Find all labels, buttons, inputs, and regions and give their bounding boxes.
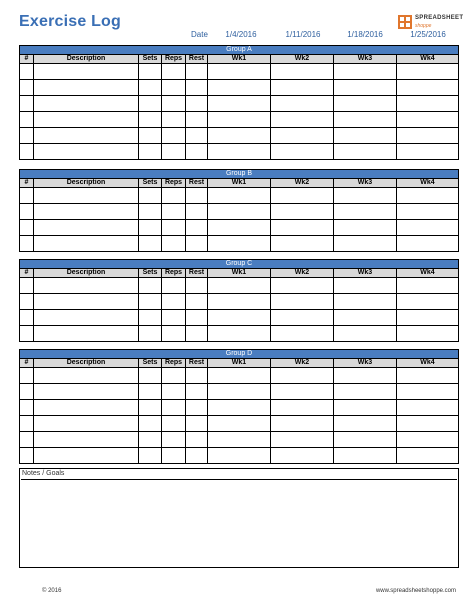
table-row — [20, 204, 458, 220]
table-row — [20, 112, 458, 128]
col-wk4-cell[interactable] — [397, 96, 458, 111]
col-wk1-header: Wk1 — [208, 55, 271, 63]
col-wk2-cell[interactable] — [271, 204, 334, 219]
col-num-header: # — [20, 55, 34, 63]
col-wk4-cell[interactable] — [397, 416, 458, 431]
col-wk1-header: Wk1 — [208, 179, 271, 187]
col-wk4-header: Wk4 — [420, 269, 435, 276]
col-wk2-cell[interactable] — [271, 310, 334, 325]
col-num-cell[interactable] — [20, 188, 34, 203]
col-reps-cell[interactable] — [162, 204, 186, 219]
col-wk3-header: Wk3 — [334, 269, 397, 277]
col-num-cell[interactable] — [20, 204, 34, 219]
table-row — [20, 448, 458, 463]
col-sets-cell[interactable] — [139, 128, 162, 143]
col-wk3-cell[interactable] — [334, 128, 397, 143]
col-sets-cell[interactable] — [139, 278, 162, 293]
col-wk2-cell[interactable] — [271, 294, 334, 309]
col-wk4-cell[interactable] — [397, 278, 458, 293]
col-wk3-header: Wk3 — [334, 55, 397, 63]
col-rest-cell[interactable] — [186, 368, 208, 383]
date-week-3[interactable]: 1/18/2016 — [347, 30, 383, 39]
col-wk4-header: Wk4 — [420, 359, 435, 366]
col-sets-header: Sets — [139, 179, 162, 187]
col-sets-cell[interactable] — [139, 294, 162, 309]
col-wk1-cell[interactable] — [208, 400, 271, 415]
col-sets-cell[interactable] — [139, 432, 162, 447]
table-row — [20, 220, 458, 236]
col-num-cell[interactable] — [20, 144, 34, 159]
col-description-header: Description — [34, 269, 139, 277]
col-wk1-cell[interactable] — [208, 64, 271, 79]
col-wk2-cell[interactable] — [271, 400, 334, 415]
column-header-row — [20, 55, 458, 64]
col-reps-cell[interactable] — [162, 416, 186, 431]
col-description-cell[interactable] — [34, 416, 139, 431]
col-description-header: Description — [34, 359, 139, 367]
col-wk3-cell[interactable] — [334, 64, 397, 79]
col-description-cell[interactable] — [34, 128, 139, 143]
col-wk1-header: Wk1 — [208, 269, 271, 277]
group-header: Group B — [20, 170, 458, 179]
col-description-cell[interactable] — [34, 432, 139, 447]
col-wk2-header: Wk2 — [271, 179, 334, 187]
col-description-cell[interactable] — [34, 294, 139, 309]
col-rest-cell[interactable] — [186, 128, 208, 143]
table-row — [20, 64, 458, 80]
col-num-cell[interactable] — [20, 310, 34, 325]
col-sets-cell[interactable] — [139, 416, 162, 431]
col-rest-cell[interactable] — [186, 204, 208, 219]
col-num-cell[interactable] — [20, 64, 34, 79]
col-wk1-cell[interactable] — [208, 448, 271, 463]
logo-text-secondary: shoppe — [415, 23, 432, 29]
col-sets-cell[interactable] — [139, 144, 162, 159]
col-num-cell[interactable] — [20, 236, 34, 251]
col-reps-header: Reps — [162, 269, 186, 277]
col-wk3-cell[interactable] — [334, 80, 397, 95]
col-sets-cell[interactable] — [139, 112, 162, 127]
date-label: Date — [191, 30, 208, 39]
column-header-row — [20, 269, 458, 278]
col-num-header: # — [20, 359, 34, 367]
group-header: Group D — [20, 350, 458, 359]
table-row — [20, 368, 458, 384]
table-row — [20, 128, 458, 144]
col-wk2-cell[interactable] — [271, 220, 334, 235]
col-num-cell[interactable] — [20, 416, 34, 431]
col-sets-cell[interactable] — [139, 64, 162, 79]
col-sets-header: Sets — [139, 359, 162, 367]
col-wk1-cell[interactable] — [208, 236, 271, 251]
col-reps-cell[interactable] — [162, 188, 186, 203]
col-description-cell[interactable] — [34, 400, 139, 415]
col-description-cell[interactable] — [34, 80, 139, 95]
col-sets-cell[interactable] — [139, 310, 162, 325]
col-wk4-cell[interactable] — [397, 144, 458, 159]
col-wk3-cell[interactable] — [334, 204, 397, 219]
notes-text-area[interactable] — [21, 479, 457, 566]
col-num-cell[interactable] — [20, 368, 34, 383]
col-sets-cell[interactable] — [139, 368, 162, 383]
col-sets-cell[interactable] — [139, 96, 162, 111]
col-wk3-cell[interactable] — [334, 188, 397, 203]
col-reps-cell[interactable] — [162, 80, 186, 95]
date-week-4[interactable]: 1/25/2016 — [410, 30, 446, 39]
exercise-group-table — [19, 45, 459, 160]
col-description-cell[interactable] — [34, 448, 139, 463]
brand-logo — [398, 14, 464, 32]
col-rest-cell[interactable] — [186, 96, 208, 111]
col-description-cell[interactable] — [34, 204, 139, 219]
col-num-cell[interactable] — [20, 128, 34, 143]
table-row — [20, 416, 458, 432]
col-wk2-header: Wk2 — [271, 55, 334, 63]
col-num-cell[interactable] — [20, 400, 34, 415]
col-rest-cell[interactable] — [186, 326, 208, 341]
col-description-cell[interactable] — [34, 144, 139, 159]
column-header-row — [20, 179, 458, 188]
notes-section[interactable] — [19, 468, 459, 568]
col-wk1-cell[interactable] — [208, 294, 271, 309]
col-rest-cell[interactable] — [186, 112, 208, 127]
col-wk2-cell[interactable] — [271, 432, 334, 447]
col-wk2-cell[interactable] — [271, 326, 334, 341]
table-row — [20, 384, 458, 400]
col-rest-header: Rest — [186, 55, 208, 63]
table-row — [20, 326, 458, 341]
col-reps-cell[interactable] — [162, 326, 186, 341]
col-reps-cell[interactable] — [162, 432, 186, 447]
col-wk1-cell[interactable] — [208, 278, 271, 293]
col-rest-cell[interactable] — [186, 384, 208, 399]
col-reps-cell[interactable] — [162, 144, 186, 159]
col-wk2-cell[interactable] — [271, 416, 334, 431]
col-wk1-cell[interactable] — [208, 188, 271, 203]
col-wk4-cell[interactable] — [397, 432, 458, 447]
col-description-cell[interactable] — [34, 278, 139, 293]
col-reps-cell[interactable] — [162, 278, 186, 293]
col-description-cell[interactable] — [34, 326, 139, 341]
col-sets-cell[interactable] — [139, 204, 162, 219]
col-rest-cell[interactable] — [186, 294, 208, 309]
col-wk2-header: Wk2 — [271, 359, 334, 367]
col-wk4-cell[interactable] — [397, 80, 458, 95]
spreadsheet-logo-icon — [398, 15, 412, 29]
col-reps-header: Reps — [162, 359, 186, 367]
col-wk2-cell[interactable] — [271, 80, 334, 95]
table-row — [20, 236, 458, 251]
date-week-1[interactable]: 1/4/2016 — [225, 30, 257, 39]
col-rest-cell[interactable] — [186, 432, 208, 447]
col-sets-cell[interactable] — [139, 326, 162, 341]
col-wk4-cell[interactable] — [397, 204, 458, 219]
col-sets-cell[interactable] — [139, 80, 162, 95]
col-reps-cell[interactable] — [162, 96, 186, 111]
col-wk1-cell[interactable] — [208, 80, 271, 95]
col-wk1-cell[interactable] — [208, 326, 271, 341]
col-wk2-cell[interactable] — [271, 144, 334, 159]
col-num-cell[interactable] — [20, 326, 34, 341]
col-num-cell[interactable] — [20, 220, 34, 235]
col-wk2-cell[interactable] — [271, 278, 334, 293]
col-wk4-header: Wk4 — [420, 55, 435, 62]
col-reps-cell[interactable] — [162, 310, 186, 325]
col-wk3-cell[interactable] — [334, 112, 397, 127]
col-reps-header: Reps — [162, 179, 186, 187]
date-week-2[interactable]: 1/11/2016 — [285, 30, 321, 39]
col-rest-cell[interactable] — [186, 400, 208, 415]
col-rest-header: Rest — [186, 269, 208, 277]
col-wk2-cell[interactable] — [271, 188, 334, 203]
col-sets-cell[interactable] — [139, 220, 162, 235]
col-reps-cell[interactable] — [162, 384, 186, 399]
col-wk4-cell[interactable] — [397, 188, 458, 203]
col-reps-cell[interactable] — [162, 112, 186, 127]
col-wk3-cell[interactable] — [334, 326, 397, 341]
col-description-cell[interactable] — [34, 188, 139, 203]
col-description-header: Description — [34, 55, 139, 63]
table-row — [20, 80, 458, 96]
footer-copyright: © 2016 — [42, 588, 62, 594]
table-row — [20, 310, 458, 326]
col-description-cell[interactable] — [34, 384, 139, 399]
page-title: Exercise Log — [19, 13, 122, 30]
col-wk2-cell[interactable] — [271, 384, 334, 399]
col-wk3-cell[interactable] — [334, 310, 397, 325]
col-wk2-cell[interactable] — [271, 368, 334, 383]
col-wk2-cell[interactable] — [271, 64, 334, 79]
col-num-cell[interactable] — [20, 278, 34, 293]
col-wk4-cell[interactable] — [397, 220, 458, 235]
col-num-cell[interactable] — [20, 96, 34, 111]
group-header: Group C — [20, 260, 458, 269]
table-row — [20, 278, 458, 294]
col-wk4-cell[interactable] — [397, 236, 458, 251]
col-description-cell[interactable] — [34, 236, 139, 251]
col-rest-cell[interactable] — [186, 64, 208, 79]
col-wk2-cell[interactable] — [271, 96, 334, 111]
col-rest-cell[interactable] — [186, 448, 208, 463]
col-wk4-cell[interactable] — [397, 112, 458, 127]
col-num-cell[interactable] — [20, 448, 34, 463]
table-row — [20, 188, 458, 204]
col-num-cell[interactable] — [20, 432, 34, 447]
col-wk4-cell[interactable] — [397, 400, 458, 415]
col-sets-cell[interactable] — [139, 448, 162, 463]
col-wk1-cell[interactable] — [208, 432, 271, 447]
col-wk1-cell[interactable] — [208, 416, 271, 431]
col-wk1-cell[interactable] — [208, 384, 271, 399]
col-sets-cell[interactable] — [139, 400, 162, 415]
col-rest-cell[interactable] — [186, 236, 208, 251]
col-wk3-cell[interactable] — [334, 96, 397, 111]
group-header: Group A — [20, 46, 458, 55]
col-rest-cell[interactable] — [186, 416, 208, 431]
col-wk2-cell[interactable] — [271, 448, 334, 463]
col-wk3-cell[interactable] — [334, 220, 397, 235]
col-wk2-cell[interactable] — [271, 128, 334, 143]
exercise-group-table — [19, 169, 459, 252]
col-wk4-cell[interactable] — [397, 448, 458, 463]
col-wk4-cell[interactable] — [397, 64, 458, 79]
col-description-cell[interactable] — [34, 220, 139, 235]
col-sets-cell[interactable] — [139, 188, 162, 203]
footer-website[interactable]: www.spreadsheetshoppe.com — [375, 588, 456, 594]
col-wk4-cell[interactable] — [397, 310, 458, 325]
col-sets-cell[interactable] — [139, 236, 162, 251]
col-wk4-cell[interactable] — [397, 128, 458, 143]
col-wk3-header: Wk3 — [334, 359, 397, 367]
col-description-header: Description — [34, 179, 139, 187]
col-rest-cell[interactable] — [186, 278, 208, 293]
col-wk4-cell[interactable] — [397, 368, 458, 383]
col-wk3-cell[interactable] — [334, 448, 397, 463]
col-sets-header: Sets — [139, 269, 162, 277]
col-rest-cell[interactable] — [186, 80, 208, 95]
col-wk1-header: Wk1 — [208, 359, 271, 367]
col-wk3-cell[interactable] — [334, 278, 397, 293]
col-rest-cell[interactable] — [186, 220, 208, 235]
col-wk1-cell[interactable] — [208, 220, 271, 235]
col-description-cell[interactable] — [34, 310, 139, 325]
col-wk1-cell[interactable] — [208, 96, 271, 111]
col-wk1-cell[interactable] — [208, 310, 271, 325]
exercise-group-table — [19, 259, 459, 342]
col-num-header: # — [20, 269, 34, 277]
table-row — [20, 96, 458, 112]
col-rest-cell[interactable] — [186, 188, 208, 203]
col-wk2-header: Wk2 — [271, 269, 334, 277]
col-wk1-cell[interactable] — [208, 112, 271, 127]
col-wk3-header: Wk3 — [334, 179, 397, 187]
col-wk4-cell[interactable] — [397, 326, 458, 341]
exercise-group-table — [19, 349, 459, 464]
col-wk4-cell[interactable] — [397, 294, 458, 309]
col-sets-header: Sets — [139, 55, 162, 63]
col-wk3-cell[interactable] — [334, 236, 397, 251]
col-wk1-cell[interactable] — [208, 144, 271, 159]
col-wk3-cell[interactable] — [334, 416, 397, 431]
col-num-cell[interactable] — [20, 294, 34, 309]
col-wk3-cell[interactable] — [334, 432, 397, 447]
col-wk4-cell[interactable] — [397, 384, 458, 399]
col-reps-header: Reps — [162, 55, 186, 63]
col-reps-cell[interactable] — [162, 294, 186, 309]
col-wk1-cell[interactable] — [208, 204, 271, 219]
col-reps-cell[interactable] — [162, 368, 186, 383]
table-row — [20, 432, 458, 448]
col-wk2-cell[interactable] — [271, 236, 334, 251]
col-wk2-cell[interactable] — [271, 112, 334, 127]
col-wk1-cell[interactable] — [208, 128, 271, 143]
col-rest-header: Rest — [186, 179, 208, 187]
col-wk1-cell[interactable] — [208, 368, 271, 383]
col-description-cell[interactable] — [34, 368, 139, 383]
col-reps-cell[interactable] — [162, 236, 186, 251]
col-num-cell[interactable] — [20, 384, 34, 399]
col-num-header: # — [20, 179, 34, 187]
logo-text-primary: SPREADSHEET — [415, 15, 464, 21]
col-description-cell[interactable] — [34, 112, 139, 127]
table-row — [20, 144, 458, 159]
col-reps-cell[interactable] — [162, 220, 186, 235]
col-wk3-cell[interactable] — [334, 384, 397, 399]
col-wk4-header: Wk4 — [420, 179, 435, 186]
table-row — [20, 400, 458, 416]
col-wk3-cell[interactable] — [334, 400, 397, 415]
col-reps-cell[interactable] — [162, 64, 186, 79]
col-rest-cell[interactable] — [186, 144, 208, 159]
col-reps-cell[interactable] — [162, 448, 186, 463]
col-num-cell[interactable] — [20, 112, 34, 127]
col-rest-cell[interactable] — [186, 310, 208, 325]
notes-label: Notes / Goals — [22, 470, 65, 477]
table-row — [20, 294, 458, 310]
col-wk3-cell[interactable] — [334, 144, 397, 159]
col-wk3-cell[interactable] — [334, 368, 397, 383]
col-wk3-cell[interactable] — [334, 294, 397, 309]
col-description-cell[interactable] — [34, 64, 139, 79]
col-reps-cell[interactable] — [162, 128, 186, 143]
col-sets-cell[interactable] — [139, 384, 162, 399]
col-description-cell[interactable] — [34, 96, 139, 111]
col-num-cell[interactable] — [20, 80, 34, 95]
col-reps-cell[interactable] — [162, 400, 186, 415]
column-header-row — [20, 359, 458, 368]
col-rest-header: Rest — [186, 359, 208, 367]
